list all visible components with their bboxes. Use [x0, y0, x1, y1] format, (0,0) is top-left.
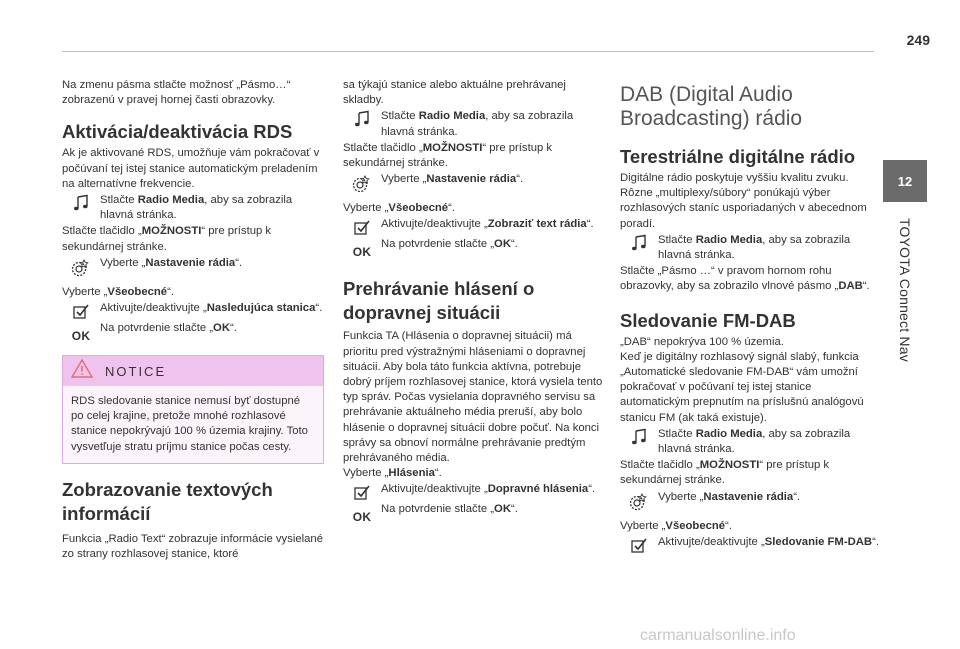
music-note-icon [343, 109, 381, 128]
notice-box [62, 355, 324, 464]
checkbox-icon [343, 217, 381, 236]
chapter-tab: 12 [883, 160, 927, 202]
header-divider [62, 51, 874, 52]
settings-gear-icon [62, 256, 100, 279]
checkbox-icon [62, 301, 100, 320]
select-general-text: Vyberte „Všeobecné“. [62, 285, 174, 298]
column-1 [62, 78, 324, 562]
warning-triangle-icon [71, 359, 93, 383]
notice-text: RDS sledovanie stanice nemusí byť dostupné po celej krajine, pretože mnohé rozhlasové stanice nepokrývajú 100 % územia krajiny. Toto vysvetľuje stratu príjmu stanice počas cesty. [71, 395, 308, 453]
music-note-icon [62, 193, 100, 212]
checkbox-icon [343, 482, 381, 501]
checkbox-icon [620, 535, 658, 554]
step-radio-media: Stlačte Radio Media, aby sa zobrazila hlavná stránka. [620, 427, 882, 457]
traffic-description: Funkcia TA (Hlásenia o dopravnej situácii) má prioritu pred výstražnými hláseniami o dopravnej situácii. Aby bola táto funkcia aktívna, potrebuje dobrý príjem rozhlasovej stanice, ktorá vysiela tento typ správ. Počas vysielania dopravného servisu sa prehrávanie aktuálneho média preruší, aby bolo hlásenie o dopravnej situácii dobre počuť. Na konci správy sa obnoví normálne prehrávanie predtým prehrávaného média. [343, 330, 603, 465]
music-note-icon [620, 427, 658, 446]
settings-gear-icon [343, 172, 381, 195]
ok-icon: OK [352, 510, 372, 525]
radio-text-continued: sa týkajú stanice alebo aktuálne prehrávanej skladby. [343, 79, 566, 107]
heading-traffic: Prehrávanie hlásení o dopravnej situácii [343, 278, 535, 324]
step-toggle: Aktivujte/deaktivujte „Dopravné hlásenia“. [343, 482, 605, 501]
column-3 [620, 78, 882, 555]
step-confirm: OK Na potvrdenie stlačte „OK“. [62, 321, 324, 343]
options-text: Stlačte tlačidlo „MOŽNOSTI“ pre prístup k sekundárnej stránke. [343, 141, 553, 170]
band-text: Stlačte „Pásmo …“ v pravom hornom rohu obrazovky, aby sa zobrazilo vlnové pásmo „DAB“. [620, 265, 870, 293]
column-2 [343, 78, 605, 525]
settings-gear-icon [620, 490, 658, 513]
step-toggle: Aktivujte/deaktivujte „Nasledujúca stanica“. [62, 301, 324, 320]
step-radio-settings: Vyberte „Nastavenie rádia“. [62, 256, 324, 279]
step-radio-settings: Vyberte „Nastavenie rádia“. [620, 490, 882, 513]
step-radio-media: Stlačte Radio Media, aby sa zobrazila hlavná stránka. [620, 233, 882, 263]
fm-dab-description: „DAB“ nepokrýva 100 % územia. Keď je digitálny rozhlasový signál slabý, funkcia „Automatické sledovanie FM-DAB“ vám umožní pokračovať v počúvaní tej istej stanice automatickým prepnutím na príslušnú analógovú stanicu FM (ak taká existuje). [620, 335, 864, 424]
options-text: Stlačte tlačidlo „MOŽNOSTI“ pre prístup k sekundárnej stránke. [620, 459, 830, 487]
radio-text-description: Funkcia „Radio Text“ zobrazuje informácie vysielané zo strany rozhlasovej stanice, ktoré [62, 532, 323, 561]
select-general-text: Vyberte „Všeobecné“. [620, 519, 732, 532]
heading-rds: Aktivácia/deaktivácia RDS [62, 121, 293, 143]
terrestrial-description: Digitálne rádio poskytuje vyššiu kvalitu zvuku. Rôzne „multiplexy/súbory“ ponúkajú výber rozhlasových staníc usporiadaných v abecednom poradí. [620, 172, 867, 230]
music-note-icon [620, 233, 658, 252]
chapter-title: TOYOTA Connect Nav [897, 218, 913, 362]
heading-radio-text: Zobrazovanie textových informácií [62, 478, 273, 524]
notice-title: NOTICE [105, 363, 167, 379]
step-confirm: OK Na potvrdenie stlačte „OK“. [343, 237, 605, 259]
page-number: 249 [906, 32, 930, 48]
notice-header [63, 356, 323, 386]
step-confirm: OK Na potvrdenie stlačte „OK“. [343, 502, 605, 524]
heading-fm-dab: Sledovanie FM-DAB [620, 309, 796, 331]
step-radio-media: Stlačte Radio Media, aby sa zobrazila hlavná stránka. [62, 193, 324, 223]
rds-description: Ak je aktivované RDS, umožňuje vám pokračovať v počúvaní tej istej stanice automatickým preladením na alternatívne frekvencie. [62, 147, 320, 190]
step-toggle: Aktivujte/deaktivujte „Zobraziť text rádia“. [343, 217, 605, 236]
select-announcements-text: Vyberte „Hlásenia“. [343, 467, 442, 480]
step-radio-settings: Vyberte „Nastavenie rádia“. [343, 172, 605, 195]
select-general-text: Vyberte „Všeobecné“. [343, 202, 455, 215]
ok-icon: OK [71, 329, 91, 344]
intro-text: Na zmenu pásma stlačte možnosť „Pásmo…“ zobrazenú v pravej hornej časti obrazovky. [62, 79, 291, 107]
heading-terrestrial: Terestriálne digitálne rádio [620, 146, 856, 167]
step-radio-media: Stlačte Radio Media, aby sa zobrazila hlavná stránka. [343, 109, 605, 139]
heading-dab: DAB (Digital Audio Broadcasting) rádio [620, 83, 803, 130]
ok-icon: OK [352, 245, 372, 260]
step-toggle: Aktivujte/deaktivujte „Sledovanie FM-DAB“. [620, 535, 882, 554]
options-text: Stlačte tlačidlo „MOŽNOSTI“ pre prístup k sekundárnej stránke. [62, 225, 272, 253]
watermark: carmanualsonline.info [640, 627, 796, 644]
